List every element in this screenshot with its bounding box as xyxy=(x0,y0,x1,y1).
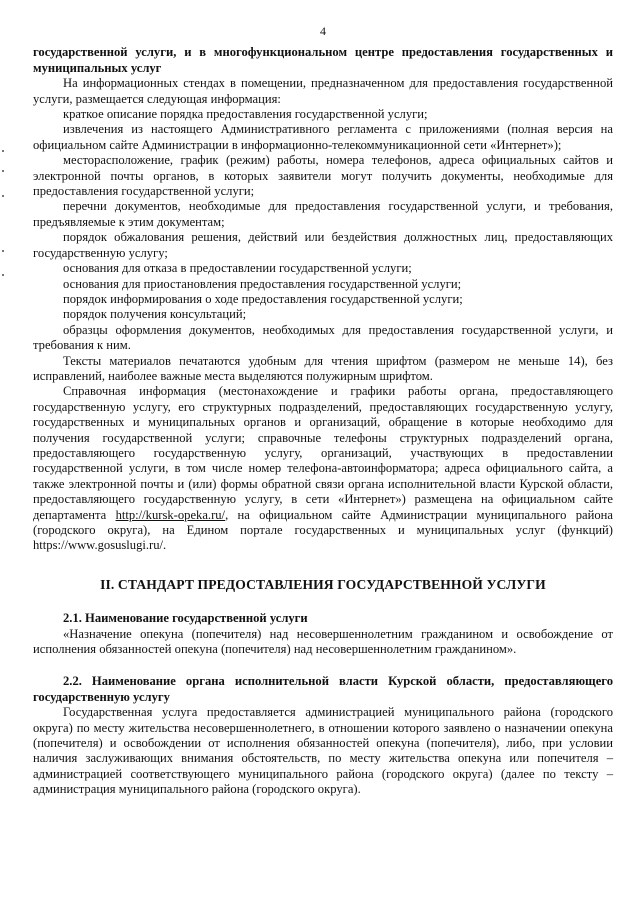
reference-text-before: Справочная информация (местонахождение и графики работы органа, предоставляющего государственную услугу, его структурных подразделений, предоставляющих государственную услугу, государственных и муниципальных органов и организаций, обращение в которые необходимо для получения государственной услуги; справочные телефоны структурных подразделений органа, предоставляющего государственную услугу, организаций, участвующих в предоставлении государственной услуги, в том числе номер телефона-автоинформатора; адреса официального сайта, а также электронной почты и (или) формы обратной связи органа исполнительной власти Курской области, предоставляющего государственную услугу, в сети «Интернет») размещена на официальном сайте департамента xyxy=(33,384,613,522)
paragraph-item: порядок получения консультаций; xyxy=(63,307,247,322)
paragraph-item: порядок обжалования решения, действий или бездействия должностных лиц, предоставляющих государственную услугу; xyxy=(33,230,613,260)
spacer xyxy=(33,657,613,674)
paragraph-stands: На информационных стендах в помещении, предназначенном для предоставления государственной услуги, размещается следующая информация: xyxy=(33,76,613,106)
paragraph-item: краткое описание порядка предоставления государственной услуги; xyxy=(63,107,428,122)
paragraph-item: основания для отказа в предоставлении государственной услуги; xyxy=(63,261,412,276)
page-number: 4 xyxy=(320,24,326,38)
paragraph-item: перечни документов, необходимые для предоставления государственной услуги, и требования, предъявляемые к этим документам; xyxy=(33,199,613,229)
paragraph-reference-info xyxy=(33,384,613,553)
paragraph-fonts: Тексты материалов печатаются удобным для чтения шрифтом (размером не меньше 14), без исправлений, наиболее важные места выделяются полужирным шрифтом. xyxy=(33,353,613,383)
paragraph-item: образцы оформления документов, необходимых для предоставления государственной услуги, и требования к ним. xyxy=(33,322,613,353)
subsection-1-text: «Назначение опекуна (попечителя) над несовершеннолетним гражданином и освобождение от исполнения обязанностей опекуна (попечителя) над несовершеннолетним гражданином». xyxy=(33,626,613,657)
section-title: II. СТАНДАРТ ПРЕДОСТАВЛЕНИЯ ГОСУДАРСТВЕННОЙ УСЛУГИ xyxy=(100,576,546,592)
subsection-1-heading: 2.1. Наименование государственной услуги xyxy=(63,611,308,626)
paragraph-item: месторасположение, график (режим) работы, номера телефонов, адреса официальных сайтов и электронной почты органов, в которых заявители могут получить документы, необходимые для предоставления государственной услуги; xyxy=(33,153,613,199)
paragraph-item: порядок информирования о ходе предоставления государственной услуги; xyxy=(63,291,463,306)
paragraph-item: извлечения из настоящего Административного регламента с приложениями (полная версия на официальном сайте Администрации в информационно-телекоммуникационной сети «Интернет»); xyxy=(33,122,613,152)
scan-margin-marks xyxy=(2,150,6,280)
subsection-2-text: Государственная услуга предоставляется администрацией муниципального района (городского округа) по месту жительства несовершеннолетнего, в отношении которого заявлено о назначении опекуна (попечителя) и освобождении от исполнения обязанностей опекуна (попечителя), либо, при условии наличия заслуживающих внимания обстоятельств, по месту жительства опекуна или попечителя – администрацией соответствующего муниципального района (городского округа) (далее по тексту – администрация муниципального района (городского округа). xyxy=(33,705,613,797)
subsection-2-heading: 2.2. Наименование органа исполнительной власти Курской области, предоставляющего государственную услугу xyxy=(33,674,613,704)
document-page xyxy=(33,24,613,798)
paragraph-item: основания для приостановления предоставления государственной услуги; xyxy=(63,276,462,291)
department-site-link[interactable]: http://kursk-opeka.ru/ xyxy=(115,507,226,522)
intro-heading: государственной услуги, и в многофункциональном центре предоставления государственных и муниципальных услуг xyxy=(33,45,613,75)
reference-text-after: , на официальном сайте Администрации муниципального района (городского округа), на Едином портале государственных и муниципальных услуг (функций) https://www.gosuslugi.ru/. xyxy=(33,507,613,553)
